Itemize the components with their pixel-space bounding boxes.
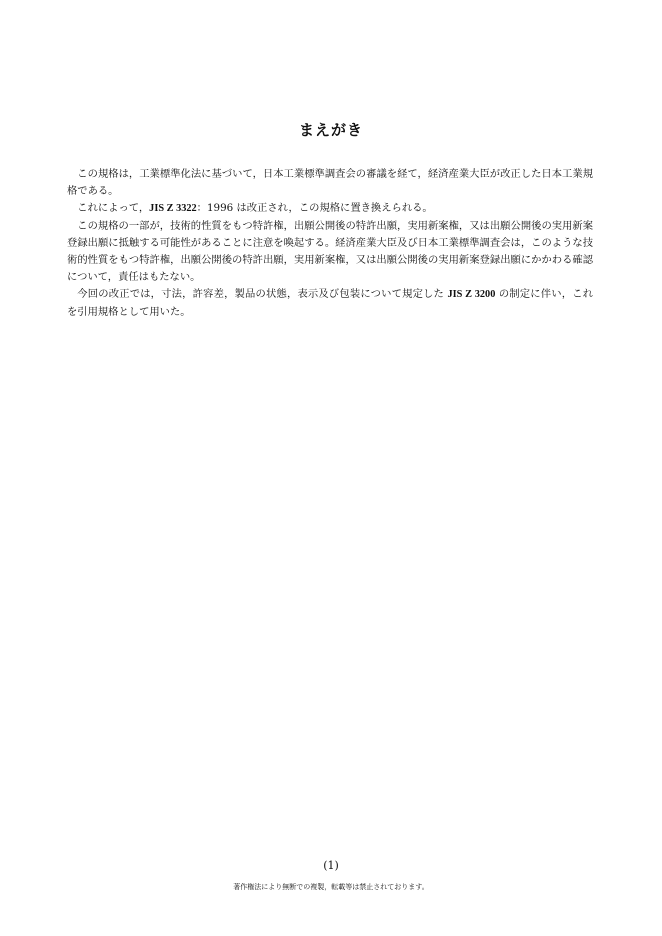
standard-reference: JIS Z 3322 [149,203,197,215]
page-title: まえがき [298,121,363,139]
standard-reference: JIS Z 3200 [447,289,496,301]
paragraph-text: これによって， [77,202,150,215]
paragraph-patent-notice: この規格の一部が，技術的性質をもつ特許権，出願公開後の特許出願，実用新案権，又は出願公開後の実用新案登録出願に抵触する可能性があることに注意を喚起する。経済産業大臣及び日本工業標準調査会は，このような技術的性質をもつ特許権，出願公開後の特許出願，実用新案権，又は出願公開後の実用新案登録出願にかかわる確認について，責任はもたない。 [67,219,593,284]
foreword-body [67,166,593,321]
paragraph-revision [67,286,593,320]
paragraph-text: の制定に伴い，これを引用規格として用いた。 [67,288,593,318]
paragraph-text: 今回の改正では，寸法，許容差，製品の状態，表示及び包装について規定した [77,288,448,301]
paragraph-replacement [67,200,593,217]
page-number: (1) [323,859,339,872]
copyright-notice: 著作権法により無断での複製，転載等は禁止されております。 [233,883,429,891]
paragraph-enactment: この規格は，工業標準化法に基づいて，日本工業標準調査会の審議を経て，経済産業大臣が改正した日本工業規格である。 [67,168,593,198]
paragraph-text: ：1996 は改正され，この規格に置き換えられる。 [196,202,433,215]
